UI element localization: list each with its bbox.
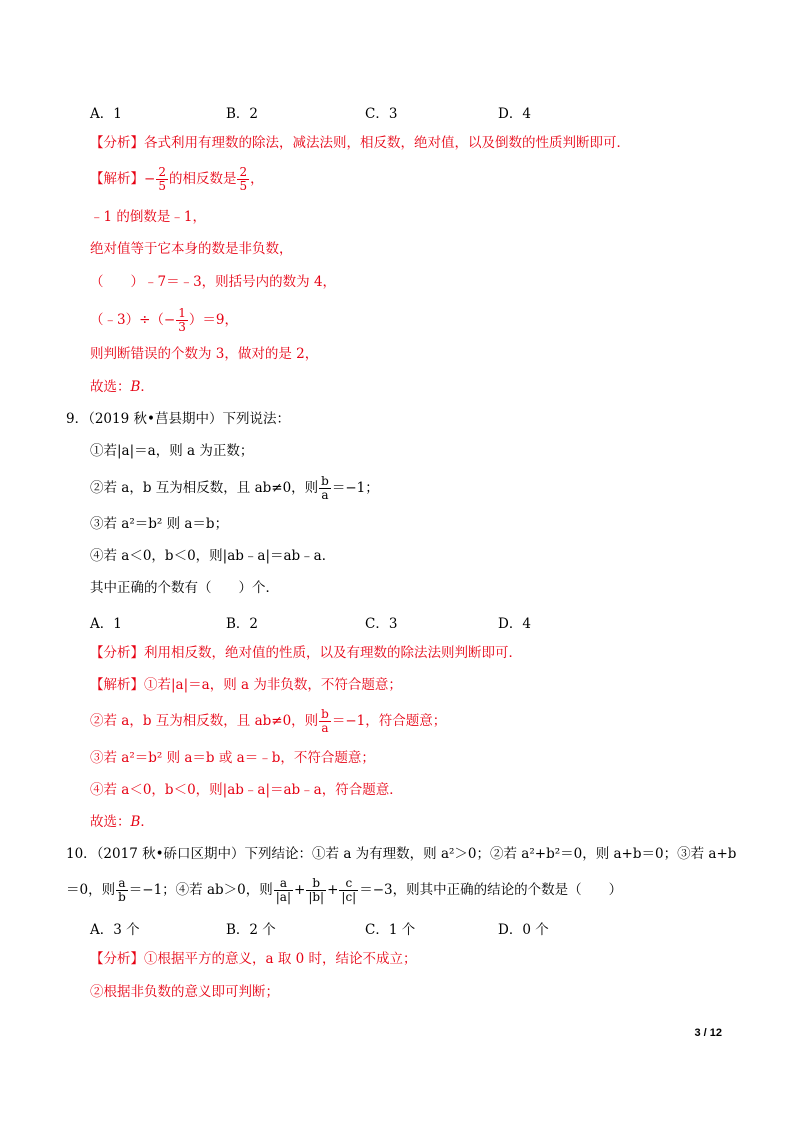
q10-stem-line1: 10．（2017 秋•硚口区期中）下列结论：①若 a 为有理数，则 a²＞0；②若 a²+b²＝0，则 a+b＝0；③若 a+b (66, 846, 737, 862)
q9-statement-2: ②若 a，b 互为相反数，且 ab≠0，则 $\frac{b}{a}$ ＝−1； (90, 474, 379, 502)
choice-b: B．2 (226, 106, 259, 122)
q8-solution-line1: 【解析】− $\frac{2}{5}$ 的相反数是 $\frac{2}{5}$ ， (90, 165, 264, 193)
choice-d: D．4 (498, 106, 531, 122)
q8-solution-line3: 绝对值等于它本身的数是非负数， (90, 241, 293, 257)
fraction: $\frac{b}{a}$ (321, 474, 329, 502)
q8-solution-line4: （ ）﹣7＝﹣3，则括号内的数为 4， (90, 274, 337, 290)
fraction: $\frac{c}{|c|}$ (341, 876, 357, 904)
q9-solution-line4: ④若 a＜0，b＜0，则|ab﹣a|＝ab﹣a，符合题意． (90, 782, 403, 798)
fraction: $\frac{1}{3}$ (178, 306, 186, 334)
fraction: $\frac{2}{5}$ (239, 165, 248, 193)
q9-solution-line2: ②若 a，b 互为相反数，且 ab≠0，则 $\frac{b}{a}$ ＝−1，符合题意； (90, 707, 447, 735)
q9-solution-line3: ③若 a²＝b² 则 a＝b 或 a＝﹣b，不符合题意； (90, 750, 375, 766)
q9-answer: 故选：B． (90, 814, 154, 830)
choice-c: C．3 (365, 616, 398, 632)
fraction: $\frac{a}{|a|}$ (275, 876, 292, 904)
fraction: $\frac{b}{|b|}$ (308, 876, 325, 904)
choice-a: A．3 个 (90, 922, 140, 938)
q10-stem-line2: ＝0，则 $\frac{a}{b}$ ＝−1；④若 ab＞0，则 $\frac{a}{|a|}$ + $\frac{b}{|b|}$ + $\frac{c}{|c|}$ ＝−3，则其中正确的结论的个数是（ ） (66, 876, 623, 904)
fraction: $\frac{b}{a}$ (321, 707, 329, 735)
page-number: 3 / 12 (694, 1027, 722, 1039)
choice-b: B．2 个 (226, 922, 276, 938)
q10-analysis-line1: 【分析】①根据平方的意义，a 取 0 时，结论不成立； (90, 951, 417, 967)
q9-statement-3: ③若 a²＝b² 则 a＝b； (90, 516, 229, 532)
q8-solution-line6: 则判断错误的个数为 3，做对的是 2， (90, 346, 319, 362)
q9-question: 其中正确的个数有（ ）个． (90, 580, 279, 596)
choice-c: C．3 (365, 106, 398, 122)
fraction: $\frac{2}{5}$ (158, 165, 166, 193)
q9-solution-line1: 【解析】①若|a|＝a，则 a 为非负数，不符合题意； (90, 677, 402, 693)
q10-analysis-line2: ②根据非负数的意义即可判断； (90, 984, 279, 1000)
q9-analysis: 【分析】利用相反数，绝对值的性质，以及有理数的除法法则判断即可． (90, 645, 522, 661)
q9-statement-4: ④若 a＜0，b＜0，则|ab﹣a|＝ab﹣a． (90, 548, 336, 564)
choice-a: A．1 (90, 616, 122, 632)
choice-a: A．1 (90, 106, 122, 122)
q8-analysis: 【分析】各式利用有理数的除法，减法法则，相反数，绝对值，以及倒数的性质判断即可． (90, 135, 630, 151)
choice-c: C．1 个 (365, 922, 416, 938)
choice-d: D．4 (498, 616, 531, 632)
choice-b: B．2 (226, 616, 259, 632)
q8-solution-line5: （﹣3）÷（− $\frac{1}{3}$ ）＝9， (90, 306, 238, 334)
q8-solution-line2: ﹣1 的倒数是﹣1， (90, 209, 206, 225)
q8-answer: 故选：B． (90, 379, 154, 395)
choice-d: D．0 个 (498, 922, 549, 938)
q9-stem: 9．（2019 秋•莒县期中）下列说法： (66, 411, 290, 427)
fraction: $\frac{a}{b}$ (118, 876, 126, 904)
q9-statement-1: ①若|a|＝a，则 a 为正数； (90, 443, 254, 459)
